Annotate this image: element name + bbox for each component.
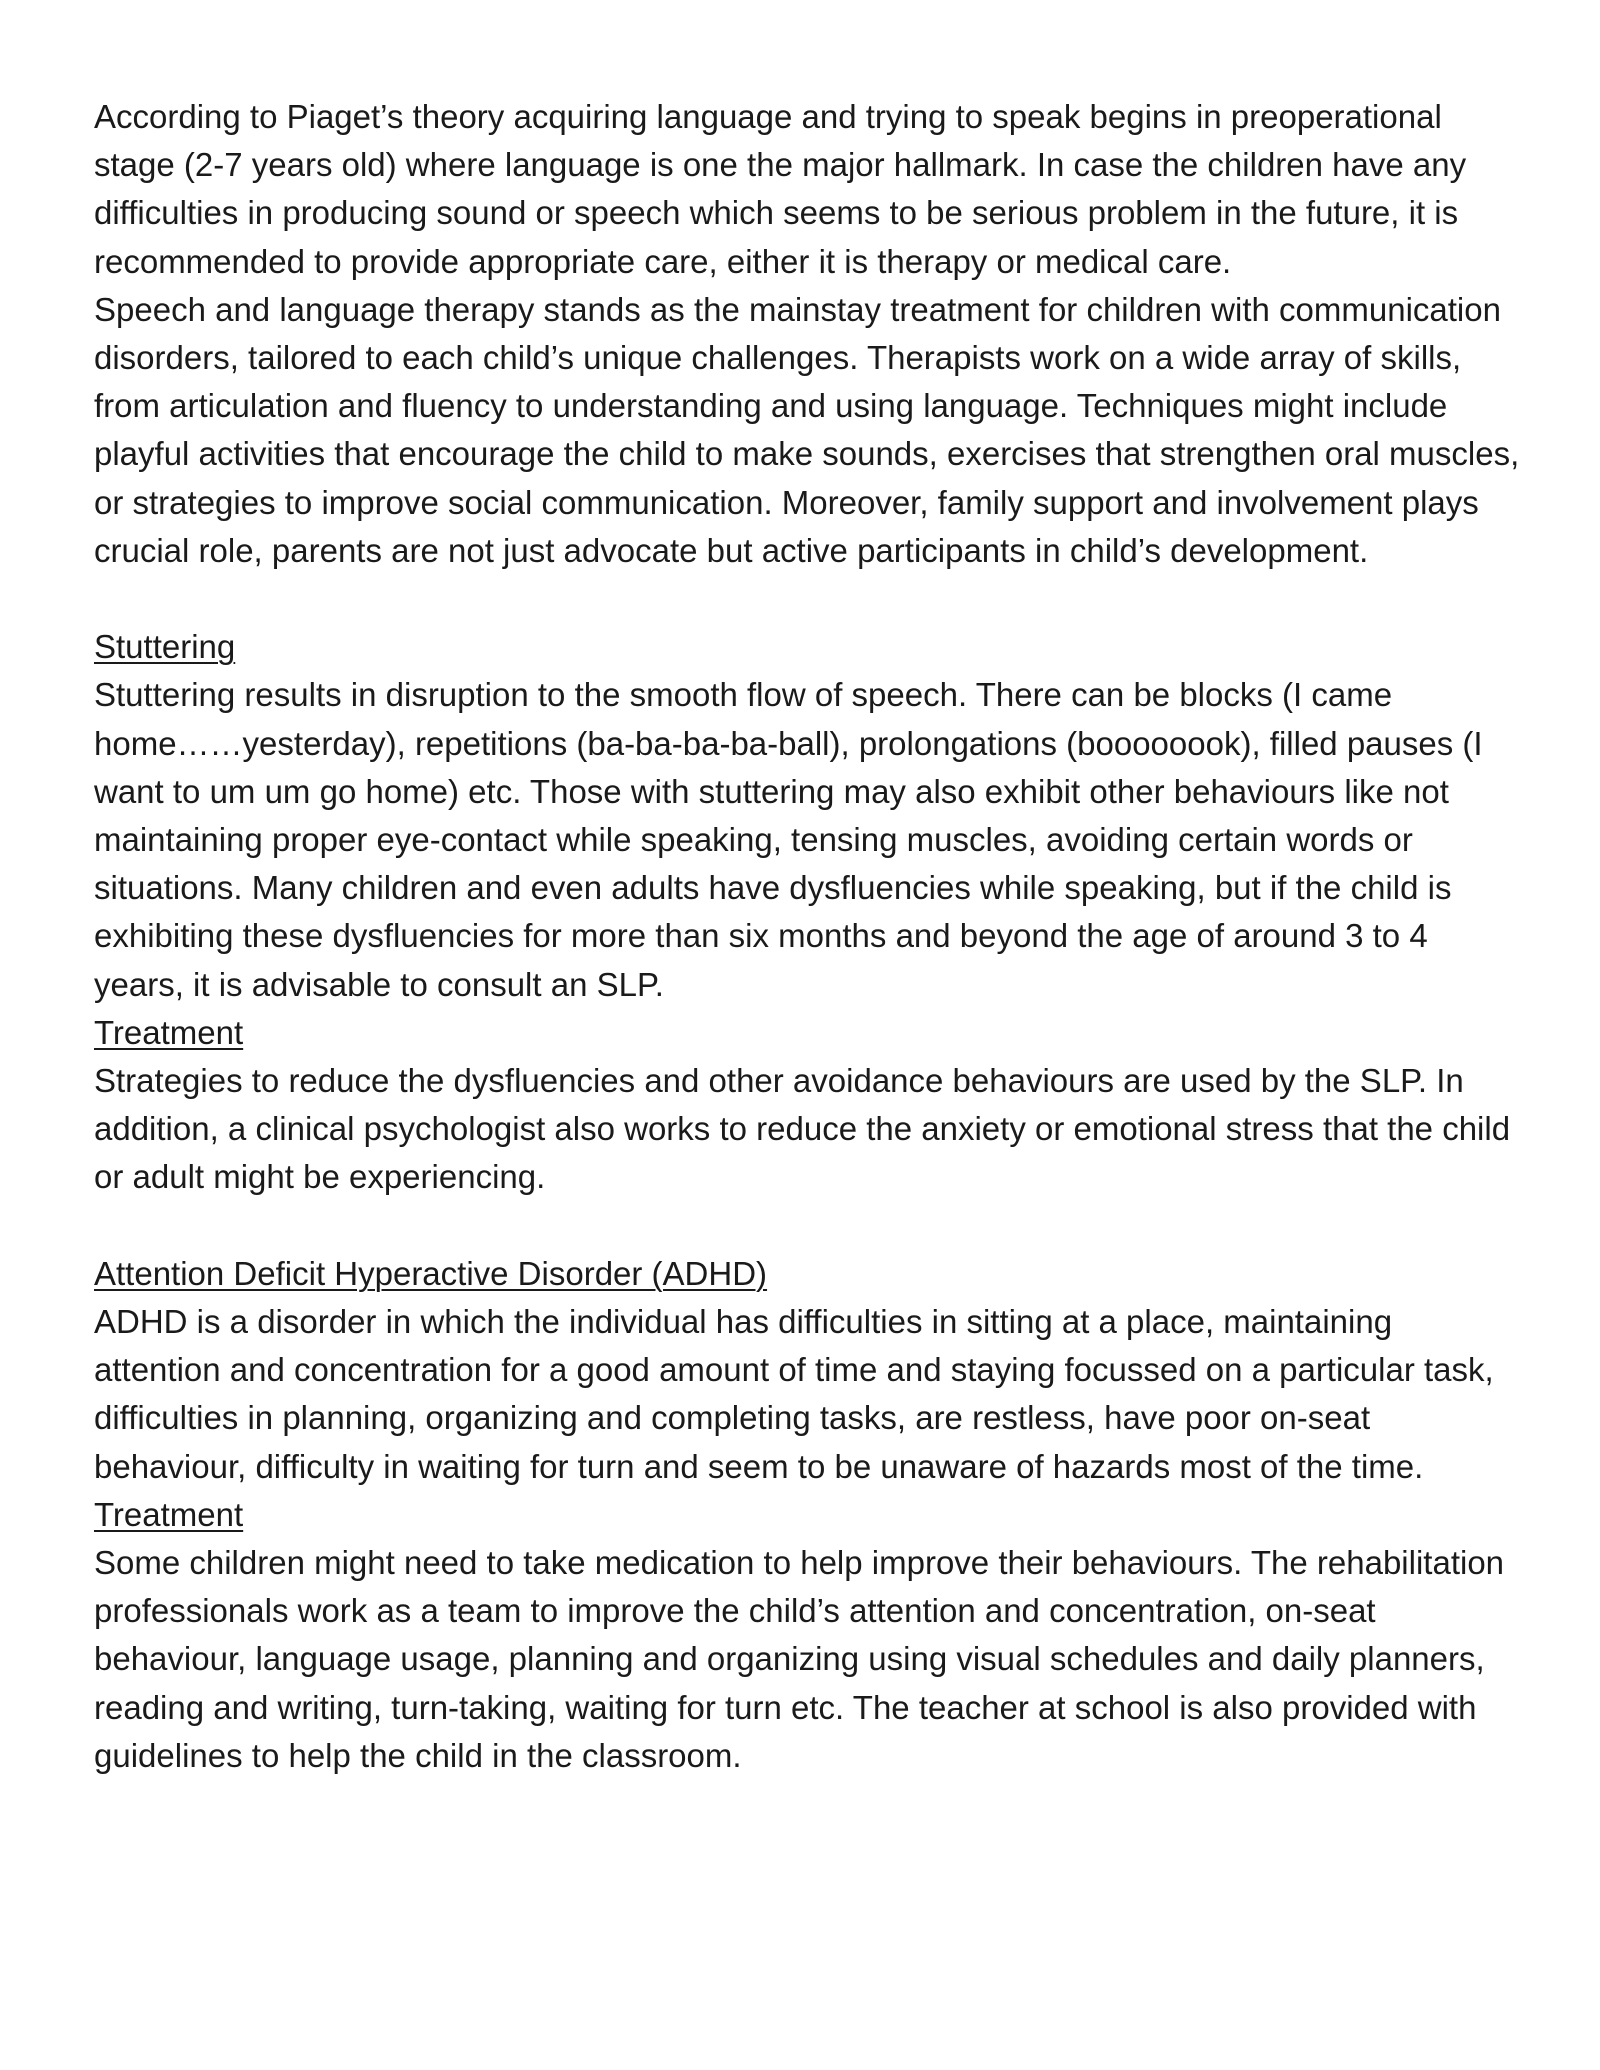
stuttering-treatment-heading: Treatment (94, 1013, 244, 1051)
adhd-treatment-paragraph: Some children might need to take medication to help improve their behaviours. The rehabilitation professionals work as a team to improve the child’s attention and concentration, on-seat behaviour, language usage, planning and organizing using visual schedules and daily planners, reading and writing, turn-taking, waiting for turn etc. The teacher at school is also provided with guidelines to help the child in the classroom. (94, 1544, 1505, 1774)
intro-paragraph: According to Piaget’s theory acquiring language and trying to speak begins in preoperational stage (2-7 years old) where language is one the major hallmark. In case the children have any difficulties in producing sound or speech which seems to be serious problem in the future, it is recommended to provide appropriate care, either it is therapy or medical care. (94, 98, 1467, 280)
paragraph-spacer (94, 575, 1524, 623)
adhd-heading: Attention Deficit Hyperactive Disorder (ADHD) (94, 1254, 768, 1292)
speech-therapy-paragraph: Speech and language therapy stands as the mainstay treatment for children with communication disorders, tailored to each child’s unique challenges. Therapists work on a wide array of skills, from articulation and fluency to understanding and using language. Techniques might include playful activities that encourage the child to make sounds, exercises that strengthen oral muscles, or strategies to improve social communication. Moreover, family support and involvement plays crucial role, parents are not just advocate but active participants in child’s development. (94, 290, 1520, 569)
adhd-treatment-heading: Treatment (94, 1495, 244, 1533)
stuttering-treatment-paragraph: Strategies to reduce the dysfluencies and other avoidance behaviours are used by the SLP. In addition, a clinical psychologist also works to reduce the anxiety or emotional stress that the child or adult might be experiencing. (94, 1062, 1511, 1196)
document-body (94, 93, 1524, 1780)
stuttering-heading: Stuttering (94, 628, 236, 666)
adhd-paragraph: ADHD is a disorder in which the individual has difficulties in sitting at a place, maintaining attention and concentration for a good amount of time and staying focussed on a particular task, difficulties in planning, organizing and completing tasks, are restless, have poor on-seat behaviour, difficulty in waiting for turn and seem to be unaware of hazards most of the time. (94, 1303, 1494, 1485)
paragraph-spacer (94, 1202, 1524, 1250)
stuttering-paragraph: Stuttering results in disruption to the smooth flow of speech. There can be blocks (I came home……yesterday), repetitions (ba-ba-ba-ba-ball), prolongations (boooooook), filled pauses (I want to um um go home) etc. Those with stuttering may also exhibit other behaviours like not maintaining proper eye-contact while speaking, tensing muscles, avoiding certain words or situations. Many children and even adults have dysfluencies while speaking, but if the child is exhibiting these dysfluencies for more than six months and beyond the age of around 3 to 4 years, it is advisable to consult an SLP. (94, 676, 1483, 1003)
